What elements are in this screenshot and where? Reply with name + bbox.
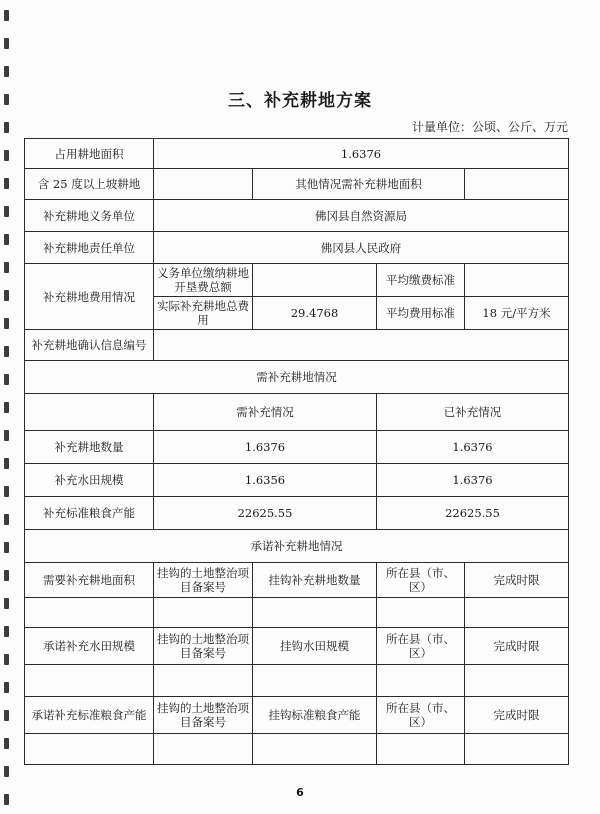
need-item-label: 补充水田规模 bbox=[25, 464, 154, 497]
binding-hole bbox=[4, 318, 9, 329]
binding-hole bbox=[4, 66, 9, 77]
promise-project-header: 挂钩的土地整治项目备案号 bbox=[154, 563, 253, 598]
binding-hole bbox=[4, 486, 9, 497]
table-row bbox=[25, 431, 569, 464]
table-row bbox=[25, 330, 569, 361]
need-column-header: 需补充情况 bbox=[154, 394, 377, 431]
binding-hole bbox=[4, 654, 9, 665]
need-item-need-value: 1.6356 bbox=[154, 464, 377, 497]
occupied-area-label: 占用耕地面积 bbox=[25, 139, 154, 169]
other-need-label: 其他情况需补充耕地面积 bbox=[253, 169, 465, 200]
empty-cell bbox=[253, 734, 377, 765]
binding-hole bbox=[4, 458, 9, 469]
binding-hole bbox=[4, 626, 9, 637]
binding-holes bbox=[0, 0, 14, 814]
need-item-done-value: 1.6376 bbox=[377, 431, 569, 464]
actual-total-label: 实际补充耕地总费用 bbox=[154, 297, 253, 330]
empty-cell bbox=[25, 665, 154, 697]
responsible-label: 补充耕地责任单位 bbox=[25, 232, 154, 264]
table-row bbox=[25, 394, 569, 431]
actual-total-value: 29.4768 bbox=[253, 297, 377, 330]
page-number: 6 bbox=[296, 786, 304, 799]
promise-county-header: 所在县（市、区） bbox=[377, 563, 465, 598]
table-row bbox=[25, 361, 569, 394]
table-row bbox=[25, 530, 569, 563]
binding-hole bbox=[4, 38, 9, 49]
need-item-label: 补充耕地数量 bbox=[25, 431, 154, 464]
table-row bbox=[25, 563, 569, 598]
table-row bbox=[25, 464, 569, 497]
promise-deadline-header: 完成时限 bbox=[465, 563, 569, 598]
empty-cell bbox=[465, 734, 569, 765]
slope-value bbox=[154, 169, 253, 200]
binding-hole bbox=[4, 150, 9, 161]
binding-hole bbox=[4, 122, 9, 133]
empty-cell bbox=[154, 665, 253, 697]
binding-hole bbox=[4, 234, 9, 245]
table-row bbox=[25, 169, 569, 200]
table-row bbox=[25, 665, 569, 697]
empty-cell bbox=[377, 734, 465, 765]
binding-hole bbox=[4, 262, 9, 273]
promise-block-label: 承诺补充标准粮食产能 bbox=[25, 697, 154, 734]
confirm-no-label: 补充耕地确认信息编号 bbox=[25, 330, 154, 361]
empty-cell bbox=[154, 598, 253, 628]
table-row bbox=[25, 734, 569, 765]
empty-cell bbox=[253, 598, 377, 628]
table-row bbox=[25, 497, 569, 530]
empty-cell bbox=[154, 734, 253, 765]
promise-project-header: 挂钩的土地整治项目备案号 bbox=[154, 628, 253, 665]
table-row bbox=[25, 598, 569, 628]
units-note: 计量单位：公顷、公斤、万元 bbox=[411, 120, 568, 134]
promise-county-header: 所在县（市、区） bbox=[377, 697, 465, 734]
binding-hole bbox=[4, 542, 9, 553]
paid-avg-label: 平均缴费标准 bbox=[377, 264, 465, 297]
page-title: 三、补充耕地方案 bbox=[228, 91, 372, 111]
promise-metric-header: 挂钩水田规模 bbox=[253, 628, 377, 665]
occupied-area-value: 1.6376 bbox=[154, 139, 569, 169]
table-row bbox=[25, 232, 569, 264]
binding-hole bbox=[4, 682, 9, 693]
actual-avg-label: 平均费用标准 bbox=[377, 297, 465, 330]
binding-hole bbox=[4, 598, 9, 609]
empty-cell bbox=[377, 665, 465, 697]
table-row bbox=[25, 139, 569, 169]
need-section-heading: 需补充耕地情况 bbox=[25, 361, 569, 394]
empty-cell bbox=[377, 598, 465, 628]
binding-hole bbox=[4, 514, 9, 525]
confirm-no-value bbox=[154, 330, 569, 361]
need-item-done-value: 1.6376 bbox=[377, 464, 569, 497]
binding-hole bbox=[4, 430, 9, 441]
paid-avg-value bbox=[465, 264, 569, 297]
promise-deadline-header: 完成时限 bbox=[465, 628, 569, 665]
need-item-need-value: 1.6376 bbox=[154, 431, 377, 464]
empty-cell bbox=[465, 598, 569, 628]
promise-project-header: 挂钩的土地整治项目备案号 bbox=[154, 697, 253, 734]
binding-hole bbox=[4, 766, 9, 777]
need-header-blank bbox=[25, 394, 154, 431]
paid-total-label: 义务单位缴纳耕地开垦费总额 bbox=[154, 264, 253, 297]
other-need-value bbox=[465, 169, 569, 200]
promise-block-label: 承诺补充水田规模 bbox=[25, 628, 154, 665]
obligor-label: 补充耕地义务单位 bbox=[25, 200, 154, 232]
need-item-done-value: 22625.55 bbox=[377, 497, 569, 530]
empty-cell bbox=[25, 598, 154, 628]
cost-label: 补充耕地费用情况 bbox=[25, 264, 154, 330]
empty-cell bbox=[25, 734, 154, 765]
promise-metric-header: 挂钩标准粮食产能 bbox=[253, 697, 377, 734]
obligor-value: 佛冈县自然资源局 bbox=[154, 200, 569, 232]
table-row bbox=[25, 697, 569, 734]
binding-hole bbox=[4, 738, 9, 749]
responsible-value: 佛冈县人民政府 bbox=[154, 232, 569, 264]
binding-hole bbox=[4, 290, 9, 301]
paid-total-value bbox=[253, 264, 377, 297]
promise-section-heading: 承诺补充耕地情况 bbox=[25, 530, 569, 563]
table-row bbox=[25, 628, 569, 665]
empty-cell bbox=[465, 665, 569, 697]
empty-cell bbox=[253, 665, 377, 697]
need-item-need-value: 22625.55 bbox=[154, 497, 377, 530]
table-row bbox=[25, 264, 569, 297]
promise-metric-header: 挂钩补充耕地数量 bbox=[253, 563, 377, 598]
need-item-label: 补充标准粮食产能 bbox=[25, 497, 154, 530]
binding-hole bbox=[4, 402, 9, 413]
done-column-header: 已补充情况 bbox=[377, 394, 569, 431]
promise-deadline-header: 完成时限 bbox=[465, 697, 569, 734]
promise-county-header: 所在县（市、区） bbox=[377, 628, 465, 665]
binding-hole bbox=[4, 710, 9, 721]
binding-hole bbox=[4, 178, 9, 189]
binding-hole bbox=[4, 10, 9, 21]
actual-avg-value: 18 元/平方米 bbox=[465, 297, 569, 330]
binding-hole bbox=[4, 374, 9, 385]
promise-block-label: 需要补充耕地面积 bbox=[25, 563, 154, 598]
binding-hole bbox=[4, 206, 9, 217]
slope-label: 含 25 度以上坡耕地 bbox=[25, 169, 154, 200]
binding-hole bbox=[4, 570, 9, 581]
table-row bbox=[25, 200, 569, 232]
binding-hole bbox=[4, 346, 9, 357]
supplement-plan-table bbox=[24, 138, 569, 765]
